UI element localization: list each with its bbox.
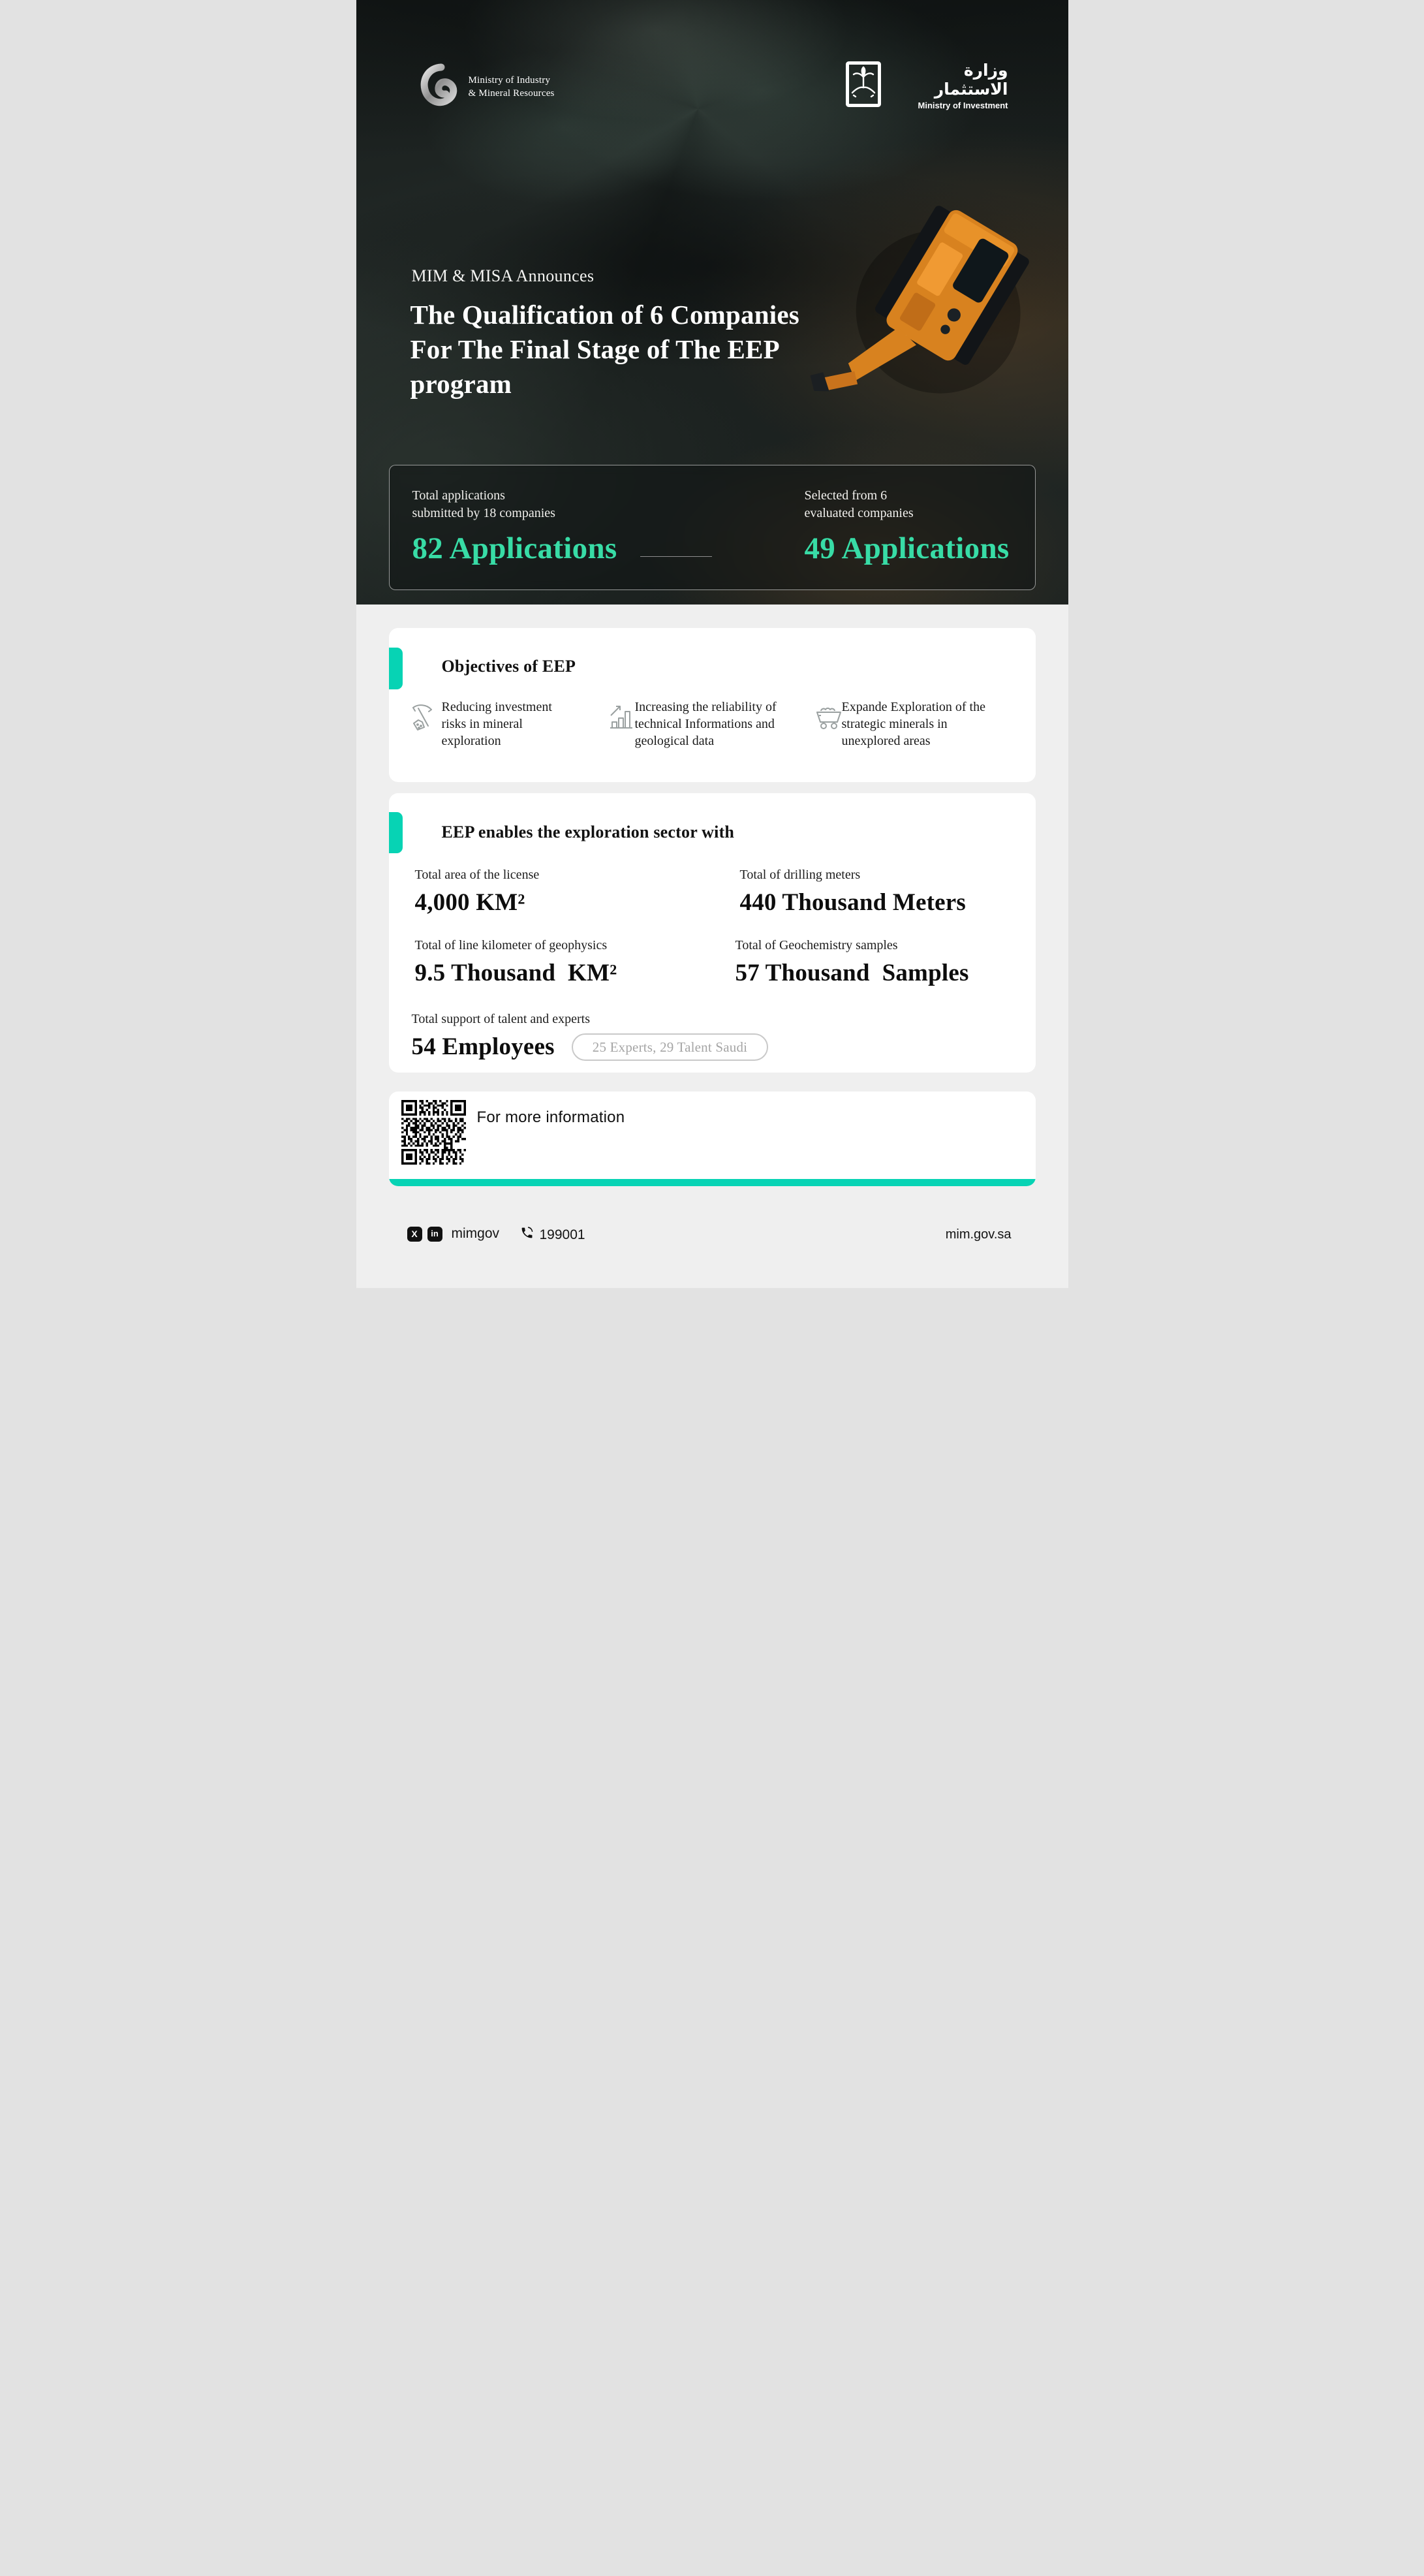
- footer-social: [407, 1226, 500, 1242]
- saudi-emblem-icon: [846, 61, 881, 110]
- stat-label: Total of Geochemistry samples: [735, 938, 898, 952]
- geochemistry-samples-stat: [735, 938, 969, 987]
- drilling-meters-stat: [740, 868, 966, 917]
- talent-support-stat: [412, 1012, 769, 1061]
- linkedin-icon: [427, 1227, 442, 1242]
- enablement-card: [389, 793, 1036, 1073]
- more-info-text: For more information: [476, 1108, 625, 1126]
- objectives-card: [389, 628, 1036, 782]
- stat-value: 54 Employees: [411, 1033, 555, 1060]
- selected-applications-value: 49 Applications: [804, 531, 1010, 565]
- teal-strip: [389, 1179, 1036, 1186]
- footer-phone: [520, 1226, 585, 1244]
- infographic-page: [356, 0, 1068, 1288]
- total-applications-value: 82 Applications: [412, 531, 617, 565]
- mim-logo-text: Ministry of Industry & Mineral Resources: [468, 74, 555, 99]
- license-area-stat: [415, 868, 540, 917]
- phone-number: 199001: [539, 1227, 585, 1242]
- hero-eyebrow: MIM & MISA Announces: [411, 266, 595, 285]
- mine-cart-icon: [814, 702, 843, 731]
- stat-label: Total area of the license: [414, 868, 540, 882]
- applications-stats-panel: [389, 465, 1036, 590]
- phone-icon: [520, 1226, 534, 1244]
- stat-value: 57 Thousand Samples: [735, 960, 969, 986]
- talent-breakdown-badge: 25 Experts, 29 Talent Saudi: [572, 1033, 768, 1061]
- misa-english-name: Ministry of Investment: [918, 100, 1008, 110]
- objective-item: [814, 699, 1005, 749]
- misa-logo: [846, 61, 1008, 110]
- stats-divider: [640, 556, 712, 557]
- stat-label: Total of drilling meters: [739, 868, 861, 882]
- hero-section: [356, 0, 1068, 605]
- chart-growth-icon: [608, 702, 636, 731]
- misa-arabic-name: وزارة الاستثمار: [934, 61, 1008, 99]
- total-applications-label: Total applications submitted by 18 companies: [412, 488, 555, 520]
- misa-logo-text: [891, 61, 1008, 110]
- qr-code: [401, 1100, 466, 1165]
- stat-value: 9.5 Thousand KM²: [414, 960, 617, 986]
- x-twitter-icon: [407, 1227, 422, 1242]
- hero-title: The Qualification of 6 Companies For The Final Stage of The EEP program: [410, 300, 799, 399]
- objective-item: [409, 699, 576, 749]
- accent-bar: [389, 648, 403, 689]
- objective-item: [608, 699, 784, 749]
- objective-text: Increasing the reliability of technical Informations and geological data: [634, 700, 777, 748]
- selected-applications-label: Selected from 6 evaluated companies: [804, 488, 914, 520]
- pickaxe-icon: [409, 702, 437, 731]
- mim-logo: [419, 61, 555, 113]
- total-applications-stat: [412, 487, 617, 566]
- objective-text: Expande Exploration of the strategic minerals in unexplored areas: [841, 700, 985, 748]
- enablement-heading: EEP enables the exploration sector with: [441, 823, 735, 841]
- stat-value: 440 Thousand Meters: [739, 889, 966, 916]
- objective-text: Reducing investment risks in mineral exploration: [441, 700, 552, 748]
- stat-value: 4,000 KM²: [414, 889, 525, 916]
- excavator-photo-illustration: [838, 208, 1027, 443]
- stat-label: Total of line kilometer of geophysics: [414, 938, 608, 952]
- social-handle: mimgov: [451, 1226, 500, 1241]
- objectives-heading: Objectives of EEP: [441, 657, 576, 676]
- geophysics-km-stat: [415, 938, 617, 987]
- accent-bar: [389, 812, 403, 853]
- selected-applications-stat: [805, 487, 1010, 566]
- stat-label: Total support of talent and experts: [411, 1012, 591, 1026]
- website-url: mim.gov.sa: [945, 1227, 1012, 1242]
- mim-ribbon-logo-icon: [419, 61, 458, 113]
- more-info-card: [389, 1092, 1036, 1186]
